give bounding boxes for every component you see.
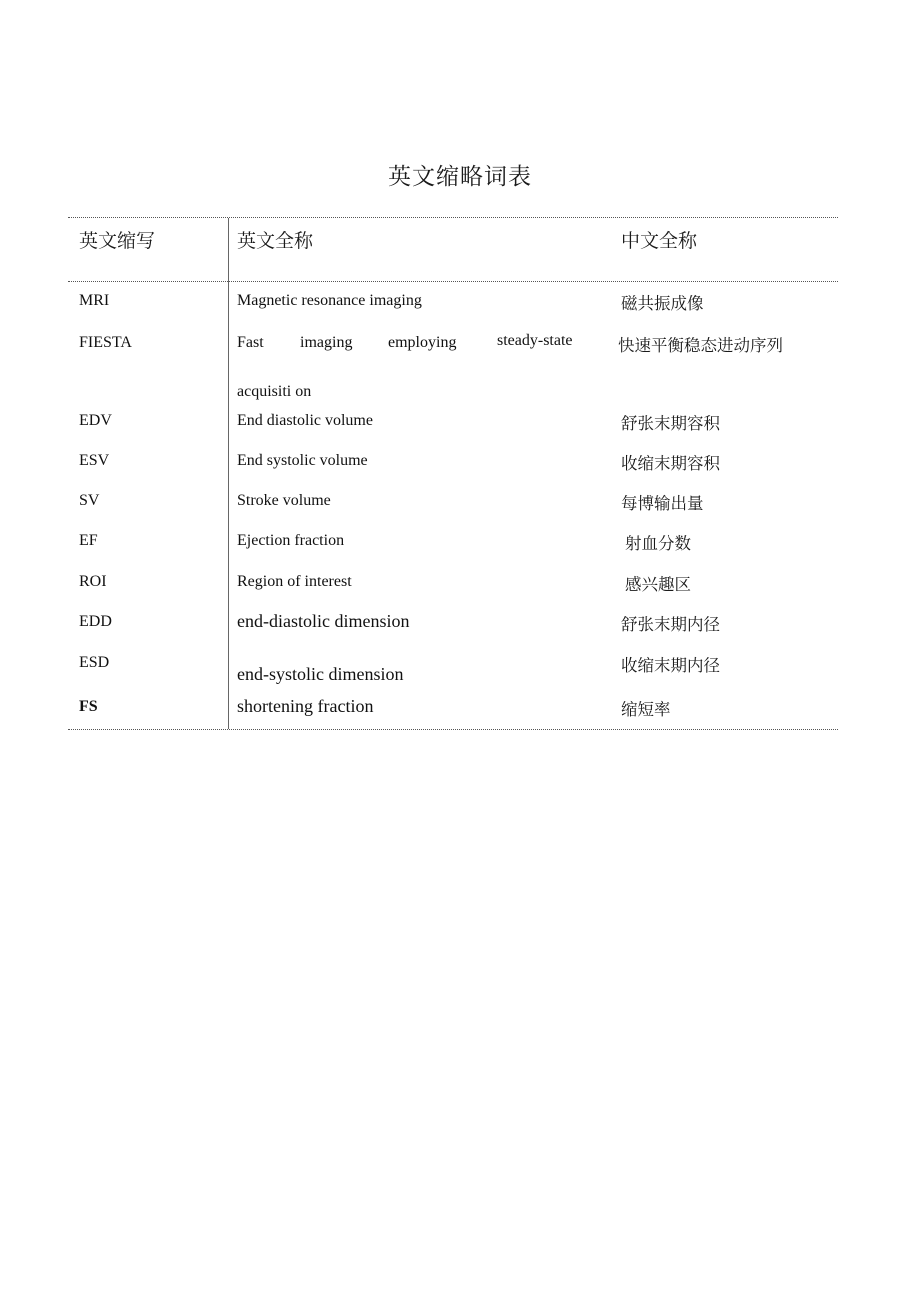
row-cn-roi: 感兴趣区 [625, 575, 691, 594]
row-cn-edv: 舒张末期容积 [621, 414, 720, 433]
row-abbr-esd: ESD [79, 654, 110, 671]
column-divider [228, 218, 229, 729]
row-cn-fs: 缩短率 [621, 700, 671, 719]
row-en-fiesta-w2: imaging [300, 334, 353, 351]
row-cn-ef: 射血分数 [625, 534, 691, 553]
row-abbr-fiesta: FIESTA [79, 334, 132, 351]
row-en-fiesta-w1: Fast [237, 334, 264, 351]
row-abbr-edv: EDV [79, 412, 112, 429]
row-en-fiesta-cont: acquisiti on [237, 383, 312, 400]
row-en-mri: Magnetic resonance imaging [237, 292, 422, 309]
row-abbr-fs: FS [79, 698, 98, 715]
header-abbreviation: 英文缩写 [79, 230, 156, 252]
row-abbr-ef: EF [79, 532, 98, 549]
page-title: 英文缩略词表 [388, 164, 532, 190]
row-abbr-roi: ROI [79, 573, 107, 590]
row-abbr-edd: EDD [79, 613, 112, 630]
header-divider [68, 281, 838, 282]
header-english-full: 英文全称 [237, 230, 314, 252]
row-en-roi: Region of interest [237, 573, 352, 590]
row-en-fs: shortening fraction [237, 696, 374, 716]
row-cn-esv: 收缩末期容积 [621, 454, 720, 473]
row-abbr-sv: SV [79, 492, 100, 509]
row-cn-edd: 舒张末期内径 [621, 615, 720, 634]
row-abbr-mri: MRI [79, 292, 110, 309]
row-abbr-esv: ESV [79, 452, 110, 469]
row-en-edd: end-diastolic dimension [237, 611, 410, 631]
row-cn-sv: 每博输出量 [621, 494, 704, 513]
abbreviation-table [68, 217, 838, 730]
row-en-esv: End systolic volume [237, 452, 368, 469]
row-en-esd: end-systolic dimension [237, 664, 404, 684]
row-en-sv: Stroke volume [237, 492, 331, 509]
row-cn-esd: 收缩末期内径 [621, 656, 720, 675]
row-en-edv: End diastolic volume [237, 412, 373, 429]
row-cn-fiesta: 快速平衡稳态进动序列 [618, 336, 783, 355]
row-en-fiesta-w4: steady-state [497, 332, 573, 349]
row-en-ef: Ejection fraction [237, 532, 345, 549]
row-cn-mri: 磁共振成像 [621, 294, 704, 313]
header-chinese-full: 中文全称 [621, 230, 698, 252]
row-en-fiesta-w3: employing [388, 334, 457, 351]
